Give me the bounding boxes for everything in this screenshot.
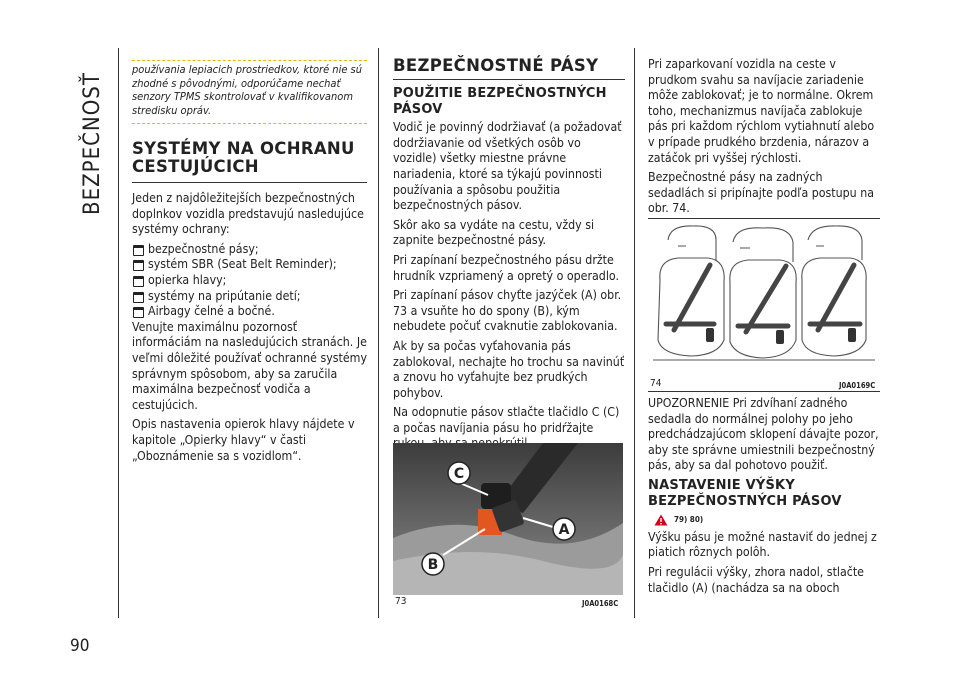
heading-protection-systems: SYSTÉMY NA OCHRANU CESTUJÚCICH xyxy=(132,139,355,176)
figure-73-image xyxy=(393,443,623,595)
section-title-vertical xyxy=(74,50,114,215)
column-divider-2 xyxy=(634,48,635,618)
warning-reference xyxy=(654,512,880,528)
column-2 xyxy=(393,57,625,472)
figure-74-image xyxy=(648,220,880,375)
paragraph: UPOZORNENIE Pri zdvíhaní zadného sedadla do normálnej polohy po jeho predchádzajúcom sklopení dávajte pozor, aby ste správne umiestnili bezpečnostný pás, aby sa dal pohotovo použiť. xyxy=(648,396,879,473)
column-3-bottom xyxy=(648,396,880,600)
figure-74-top-rule xyxy=(648,218,880,219)
paragraph: Na odopnutie pásov stlačte tlačidlo C (C) a počas navíjania pásu ho pridŕžajte xyxy=(393,405,620,435)
sidebar-divider xyxy=(118,48,119,618)
paragraph: Bezpečnostné pásy na zadných sedadlách si pripínajte podľa postupu na obr. 74. xyxy=(648,170,874,216)
paragraph: Ak by sa počas vyťahovania pás zablokoval, nechajte ho trochu sa navinúť a znovu ho vyťahujte bez prudkých pohybov. xyxy=(393,338,625,400)
list-item: systém SBR (Seat Belt Reminder); xyxy=(132,257,367,273)
list-item: opierka hlavy; xyxy=(132,273,367,289)
paragraph: Pri regulácii výšky, zhora nadol, stlačte tlačidlo (A) (nachádza sa na oboch xyxy=(648,564,864,595)
column-3-top xyxy=(648,57,880,221)
warning-icon xyxy=(654,514,668,526)
section-title-text: BEZPEČNOSŤ xyxy=(80,72,105,215)
label-a: A xyxy=(558,522,570,538)
paragraph: Opis nastavenia opierok hlavy nájdete v kapitole „Opierky hlavy“ v časti „Oboznámenie sa s vozidlom“. xyxy=(132,417,355,463)
warning-refs: 79) 80) xyxy=(674,515,704,525)
heading-rule xyxy=(132,182,367,183)
list-item: Airbagy čelné a bočné. xyxy=(132,304,367,320)
paragraph: Pri zapínaní pásov chyťte jazýček (A) obr. 73 a vsuňte ho do spony (B), kým nebudete počuť cvaknutie zablokovania. xyxy=(393,288,622,334)
figure-73-number: 73 xyxy=(395,596,407,607)
paragraph: Pri zaparkovaní vozidla na ceste v prudkom svahu sa navíjacie zariadenie môže zablokovať; je to normálne. Okrem toho, mechanizmus navíjača zablokuje pás pri každom rýchlom vytiahnutí alebo v prípade prudkého brzdenia, nárazov a zatáčok pri vyššej rýchlosti. xyxy=(648,57,875,165)
list-item: systémy na pripútanie detí; xyxy=(132,289,367,305)
figure-74-bottom-rule xyxy=(648,391,880,392)
label-c: C xyxy=(453,466,465,482)
rear-seat-belts-illustration xyxy=(648,220,880,375)
intro-paragraph: Jeden z najdôležitejších bezpečnostných doplnkov vozidla predstavujú nasledujúce systémy ochrany: xyxy=(132,191,364,237)
figure-74-code: J0A0169C xyxy=(839,381,876,390)
protection-list xyxy=(132,242,367,320)
note-box: používania lepiacich prostriedkov, ktoré nie sú zhodné s pôvodnými, odporúčame nechať senzory TPMS skontrolovať v kvalifikovanom stredisku opráv. xyxy=(132,60,367,124)
heading-seat-belts: BEZPEČNOSTNÉ PÁSY xyxy=(393,56,599,75)
figure-74-number: 74 xyxy=(650,378,662,389)
list-item: bezpečnostné pásy; xyxy=(132,242,367,258)
column-1 xyxy=(132,140,367,468)
page-number: 90 xyxy=(70,636,90,656)
figure-73-code: J0A0168C xyxy=(582,599,619,608)
paragraph: Skôr ako sa vydáte na cestu, vždy si zapnite bezpečnostné pásy. xyxy=(393,217,595,248)
paragraph: Vodič je povinný dodržiavať (a požadovať dodržiavanie od všetkých osôb vo vozidle) všetky miestne právne nariadenia, ktoré sa týkajú povinnosti používania a spôsobu použitia bezpečnostných pásov. xyxy=(393,120,622,213)
paragraph: Venujte maximálnu pozornosť informáciám na nasledujúcich stranách. Je veľmi dôležité používať ochranné systémy správnym spôsobom, aby sa zaručila maximálna bezpečnosť vodiča a cestujúcich. xyxy=(132,319,368,412)
paragraph: Výšku pásu je možné nastaviť do jednej z piatich rôznych polôh. xyxy=(648,529,877,560)
heading-rule xyxy=(393,79,625,80)
paragraph: Pri zapínaní bezpečnostného pásu držte hrudník vzpriamený a opretý o operadlo. xyxy=(393,252,619,283)
heading-belt-height: NASTAVENIE VÝŠKY BEZPEČNOSTNÝCH PÁSOV xyxy=(648,477,842,509)
seatbelt-buckle-photo xyxy=(393,443,623,595)
label-b: B xyxy=(427,557,439,573)
subheading-belt-usage: POUŽITIE BEZPEČNOSTNÝCH PÁSOV xyxy=(393,86,607,117)
column-divider-1 xyxy=(378,48,379,618)
